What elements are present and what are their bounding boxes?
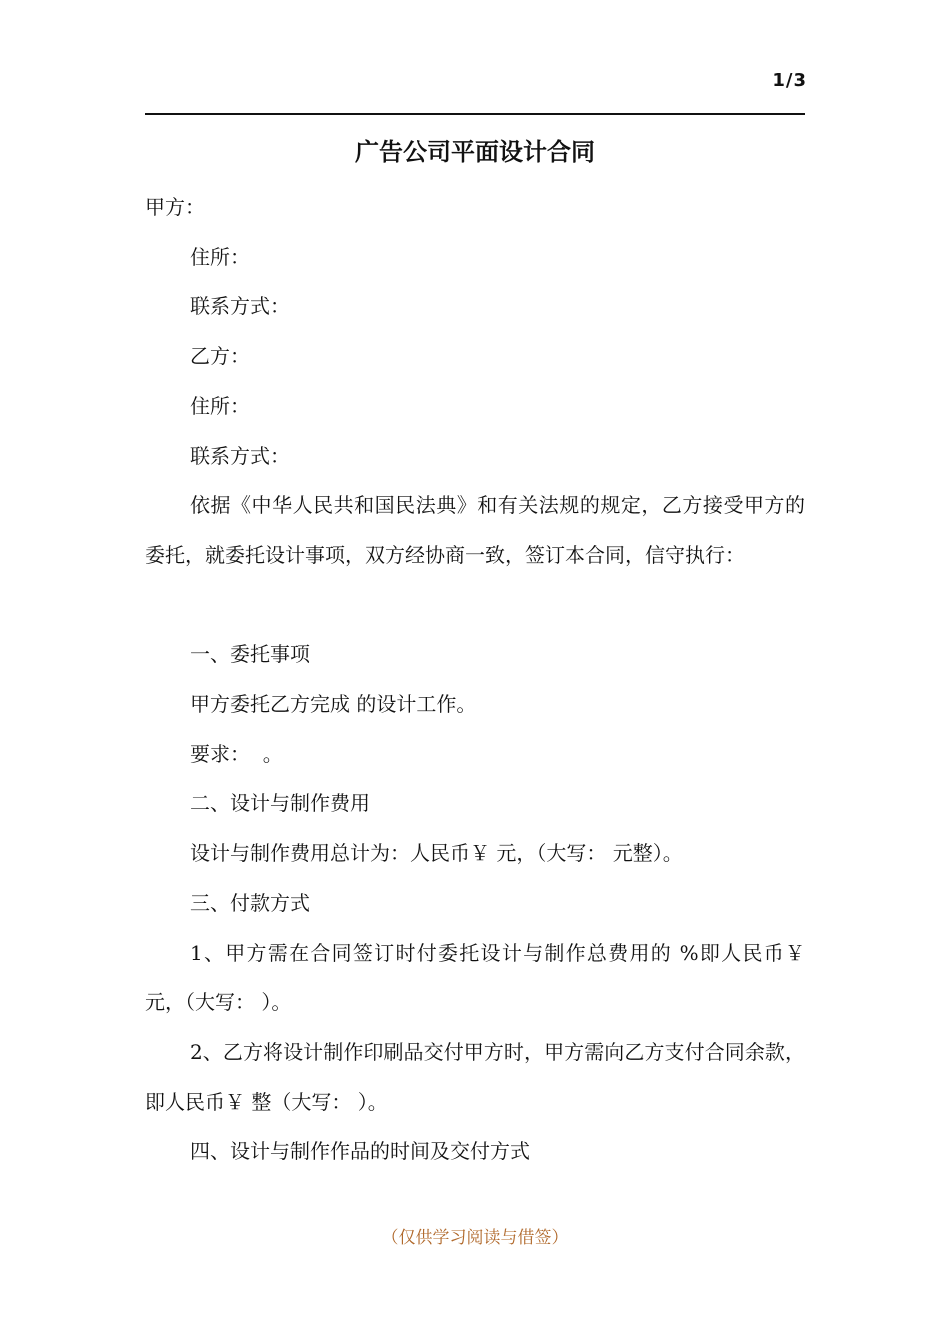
party-a-contact: 联系方式：: [190, 294, 290, 319]
section-2-heading: 二、设计与制作费用: [190, 791, 370, 816]
page-number: 1/3: [772, 70, 807, 91]
party-a-address: 住所：: [190, 244, 250, 269]
section-4-heading: 四、设计与制作作品的时间及交付方式: [190, 1139, 530, 1164]
section-1-line-1: 甲方委托乙方完成 的设计工作。: [190, 692, 477, 717]
party-b-contact: 联系方式：: [190, 443, 290, 468]
document-title: 广告公司平面设计合同: [355, 137, 595, 166]
party-a-label: 甲方：: [145, 195, 205, 219]
party-b-label: 乙方：: [190, 344, 250, 369]
section-3-item-2: 2、乙方将设计制作印刷品交付甲方时，甲方需向乙方支付合同余款，即人民币￥ 整（大写： ）。: [145, 1039, 805, 1114]
preamble-paragraph: 依据《中华人民共和国民法典》和有关法规的规定，乙方接受甲方的委托，就委托设计事项，双方经协商一致，签订本合同，信守执行：: [145, 493, 805, 567]
footer-note: （仅供学习阅读与借签）: [381, 1228, 569, 1248]
document-body: [145, 183, 812, 1177]
section-1-line-2: 要求： 。: [190, 741, 283, 766]
party-b-address: 住所：: [190, 393, 250, 418]
header-rule: [145, 113, 805, 115]
section-1-heading: 一、委托事项: [190, 642, 310, 667]
blank-line: [145, 581, 805, 631]
section-3-item-1: 1、甲方需在合同签订时付委托设计与制作总费用的 %即人民币￥ 元，（大写： ）。: [145, 940, 812, 1015]
section-2-line-1: 设计与制作费用总计为：人民币￥ 元，（大写： 元整）。: [190, 841, 683, 866]
section-3-heading: 三、付款方式: [190, 890, 310, 915]
